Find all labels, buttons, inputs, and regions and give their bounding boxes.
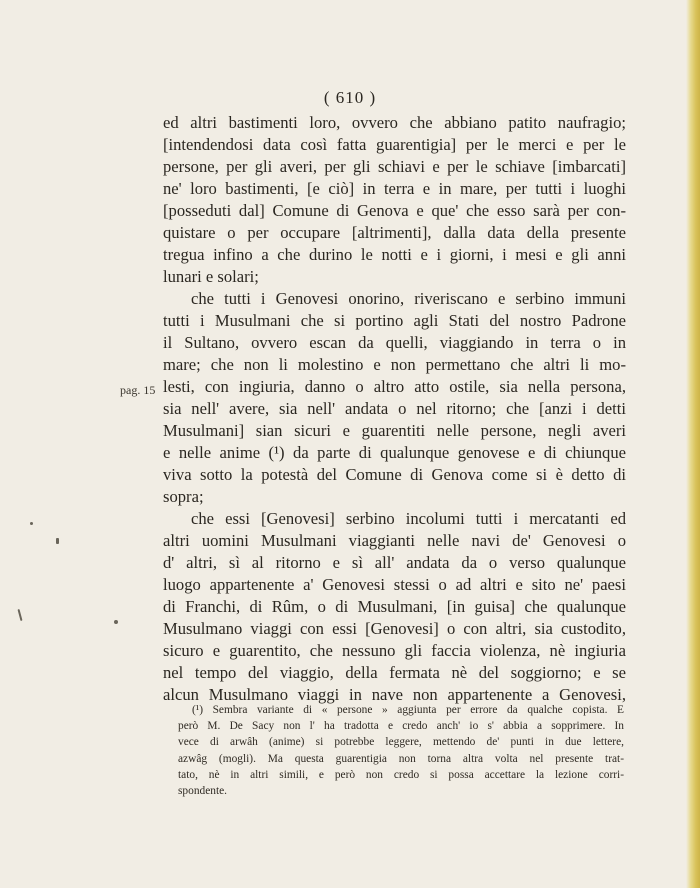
body-line: e nelle anime (¹) da parte di qualunque genovese e di chiunque: [163, 443, 626, 462]
page-number: ( 610 ): [323, 88, 377, 107]
scan-speck: [17, 609, 22, 621]
footnote-line: (¹) Sembra variante di « persone » aggiunta per errore da qualche copista. E: [192, 704, 624, 716]
body-line: altri uomini Musulmani viaggianti nelle navi de' Genovesi o: [163, 531, 626, 550]
body-line: alcun Musulmano viaggi in nave non appartenente a Genovesi,: [163, 685, 626, 704]
body-line: lesti, con ingiuria, danno o altro atto ostile, sia nella persona,: [163, 377, 626, 396]
body-line: persone, per gli averi, per gli schiavi e per le schiave [imbarcati]: [163, 157, 626, 176]
scan-speck: [114, 620, 118, 624]
body-line: Musulmani] sian sicuri e guarentiti nelle persone, negli averi: [163, 421, 626, 440]
scan-speck: [56, 538, 59, 544]
body-line: tregua infino a che durino le notti e i giorni, i mesi e gli anni: [163, 245, 626, 264]
body-line: lunari e solari;: [163, 267, 259, 286]
page-edge: [686, 0, 700, 888]
scan-speck: [30, 522, 33, 525]
footnote-line: spondente.: [178, 784, 228, 797]
footnote-line: azwâg (mogli). Ma questa guarentigia non torna altra volta nel presente trat-: [178, 752, 624, 765]
body-line: d' altri, sì al ritorno e sì all' andata da o verso qualunque: [163, 553, 626, 572]
body-line: luogo appartenente a' Genovesi stessi o ad altri e sito ne' paesi: [163, 575, 626, 594]
body-line: ne' loro bastimenti, [e ciò] in terra e in mare, per tutti i luoghi: [163, 179, 626, 198]
body-line: ed altri bastimenti loro, ovvero che abbiano patito naufragio;: [163, 113, 626, 132]
margin-note: pag. 15: [120, 383, 156, 397]
footnotes: [178, 702, 624, 799]
body-line: sicuro e guarentito, che nessuno gli faccia violenza, nè ingiuria: [163, 641, 626, 660]
body-line: tutti i Musulmani che si portino agli Stati del nostro Padrone: [163, 311, 626, 330]
footnote-line: però M. De Sacy non l' ha tradotta e credo anch' io s' abbia a sopprimere. In: [178, 720, 624, 733]
body-text: [163, 112, 626, 706]
body-line: nel tempo del viaggio, della fermata nè del soggiorno; e se: [163, 663, 626, 682]
body-line: che tutti i Genovesi onorino, riveriscano e serbino immuni: [191, 289, 626, 308]
body-line: quistare o per occupare [altrimenti], dalla data della presente: [163, 223, 626, 242]
body-line: Musulmano viaggi con essi [Genovesi] o con altri, sia custodito,: [163, 619, 626, 638]
body-line: che essi [Genovesi] serbino incolumi tutti i mercatanti ed: [191, 509, 626, 528]
body-line: sia nell' avere, sia nell' andata o nel ritorno; che [anzi i detti: [163, 399, 626, 418]
body-line: [intendendosi data così fatta guarentigia] per le merci e per le: [163, 135, 626, 154]
body-line: mare; che non li molestino e non permettano che altri li mo-: [163, 355, 626, 374]
body-line: [posseduti dal] Comune di Genova e que' che esso sarà per con-: [163, 201, 626, 220]
body-line: sopra;: [163, 487, 204, 506]
body-line: viva sotto la potestà del Comune di Genova come si è detto di: [163, 465, 626, 484]
footnote-line: tato, nè in altri simili, e però non credo si possa accettare la lezione corri-: [178, 768, 624, 781]
footnote-line: vece di arwâh (anime) si potrebbe leggere, mettendo de' punti in due lettere,: [178, 736, 624, 749]
body-line: il Sultano, ovvero escan da quelli, viaggiando in terra o in: [163, 333, 626, 352]
body-line: di Franchi, di Rûm, o di Musulmani, [in guisa] che qualunque: [163, 597, 626, 616]
